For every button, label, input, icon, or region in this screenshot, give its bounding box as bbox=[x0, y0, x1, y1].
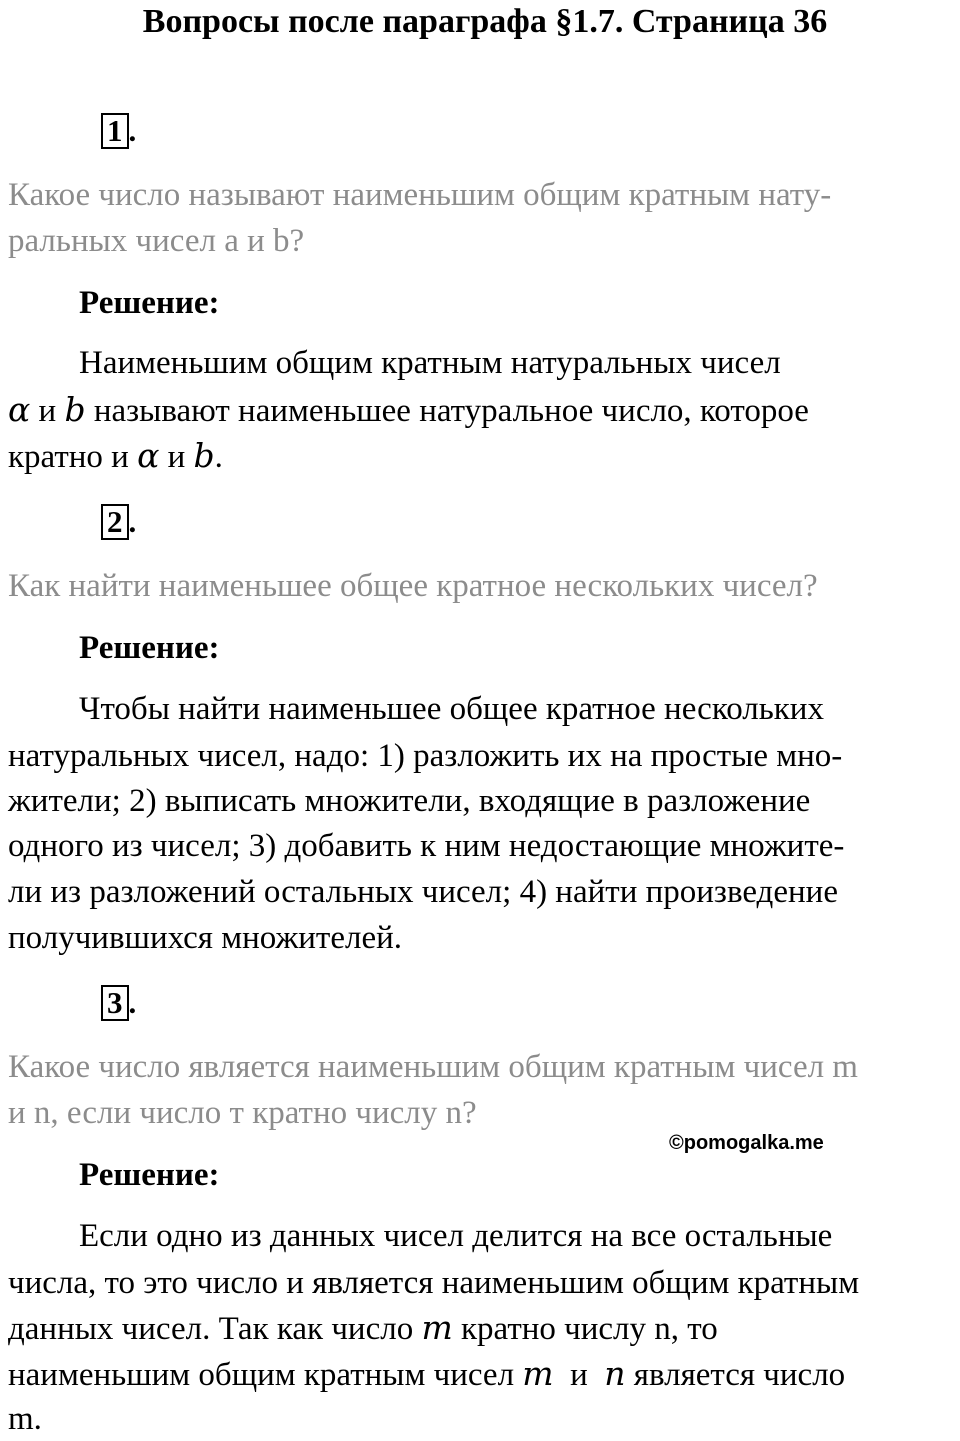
answer-1-line-3 bbox=[8, 434, 223, 479]
answer-2-line-6: получившихся множителей. bbox=[8, 920, 403, 956]
question-number-box: 2 bbox=[101, 504, 129, 540]
question-3-line-2: и n, если число т кратно числу n? bbox=[8, 1095, 477, 1131]
answer-2-line-5: ли из разложений остальных чисел; 4) найти произведение bbox=[8, 874, 838, 910]
answer-text: кратно и bbox=[8, 439, 138, 475]
answer-1-line-1: Наименьшим общим кратным натуральных чисел bbox=[79, 345, 781, 381]
variable-b: b bbox=[193, 436, 215, 475]
question-number-dot: . bbox=[128, 113, 137, 148]
answer-text: и bbox=[553, 1357, 605, 1393]
question-number-2 bbox=[101, 504, 136, 540]
answer-text: и bbox=[159, 439, 194, 475]
page-title: Вопросы после параграфа §1.7. Страница 36 bbox=[142, 3, 828, 40]
variable-b: b bbox=[64, 390, 86, 429]
question-2-line-1: Как найти наименьшее общее кратное нескольких чисел? bbox=[8, 568, 818, 604]
answer-3-line-5: m. bbox=[8, 1401, 42, 1437]
answer-3-line-4 bbox=[8, 1352, 845, 1397]
answer-2-line-3: жители; 2) выписать множители, входящие в разложение bbox=[8, 783, 811, 819]
answer-text: называют наименьшее натуральное число, которое bbox=[85, 393, 809, 429]
answer-text: . bbox=[214, 439, 223, 475]
answer-3-line-3 bbox=[8, 1306, 718, 1351]
answer-text: и bbox=[30, 393, 65, 429]
variable-n: n bbox=[604, 1354, 626, 1393]
answer-2-line-1: Чтобы найти наименьшее общее кратное нескольких bbox=[79, 691, 824, 727]
answer-2-line-4: одного из чисел; 3) добавить к ним недостающие множите- bbox=[8, 828, 845, 864]
answer-3-line-1: Если одно из данных чисел делится на все остальные bbox=[79, 1218, 833, 1254]
answer-text: кратно числу n, то bbox=[452, 1311, 718, 1347]
question-1-line-1: Какое число называют наименьшим общим кратным нату- bbox=[8, 177, 832, 213]
question-number-box: 3 bbox=[101, 985, 129, 1021]
variable-a: α bbox=[8, 390, 31, 429]
answer-text: является число bbox=[625, 1357, 846, 1393]
answer-text: данных чисел. Так как число bbox=[8, 1311, 422, 1347]
solution-label-3: Решение: bbox=[79, 1157, 220, 1193]
question-1-line-2: ральных чисел а и b? bbox=[8, 223, 305, 259]
answer-3-line-2: числа, то это число и является наименьшим общим кратным bbox=[8, 1265, 860, 1301]
variable-a: α bbox=[137, 436, 160, 475]
question-number-1 bbox=[101, 113, 136, 149]
question-3-line-1: Какое число является наименьшим общим кратным чисел m bbox=[8, 1049, 858, 1085]
variable-m: m bbox=[522, 1354, 554, 1393]
question-number-box: 1 bbox=[101, 113, 129, 149]
question-number-dot: . bbox=[128, 504, 137, 539]
answer-2-line-2: натуральных чисел, надо: 1) разложить их на простые мно- bbox=[8, 738, 843, 774]
watermark: ©pomogalka.me bbox=[669, 1132, 824, 1154]
solution-label-2: Решение: bbox=[79, 630, 220, 666]
question-number-3 bbox=[101, 985, 136, 1021]
answer-text: наименьшим общим кратным чисел bbox=[8, 1357, 523, 1393]
solution-label-1: Решение: bbox=[79, 285, 220, 321]
answer-1-line-2 bbox=[8, 388, 809, 433]
variable-m: m bbox=[421, 1308, 453, 1347]
question-number-dot: . bbox=[128, 985, 137, 1020]
